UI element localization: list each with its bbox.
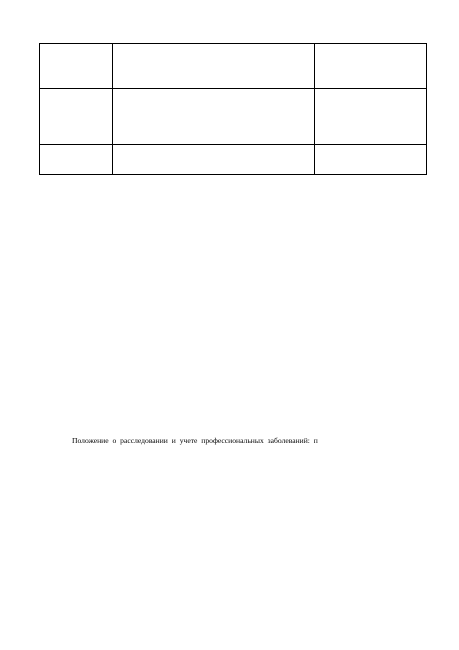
table-cell: [113, 44, 315, 89]
footnote-text: Положение о расследовании и учете профессиональных заболеваний: п: [72, 436, 318, 445]
table-cell: [315, 89, 427, 145]
table-cell: [40, 89, 113, 145]
table-row: [40, 89, 427, 145]
table-cell: [315, 145, 427, 175]
table-row: [40, 44, 427, 89]
table-cell: [113, 145, 315, 175]
table-cell: [40, 145, 113, 175]
table-cell: [113, 89, 315, 145]
table-cell: [315, 44, 427, 89]
data-table: [39, 43, 427, 175]
table-row: [40, 145, 427, 175]
table-cell: [40, 44, 113, 89]
